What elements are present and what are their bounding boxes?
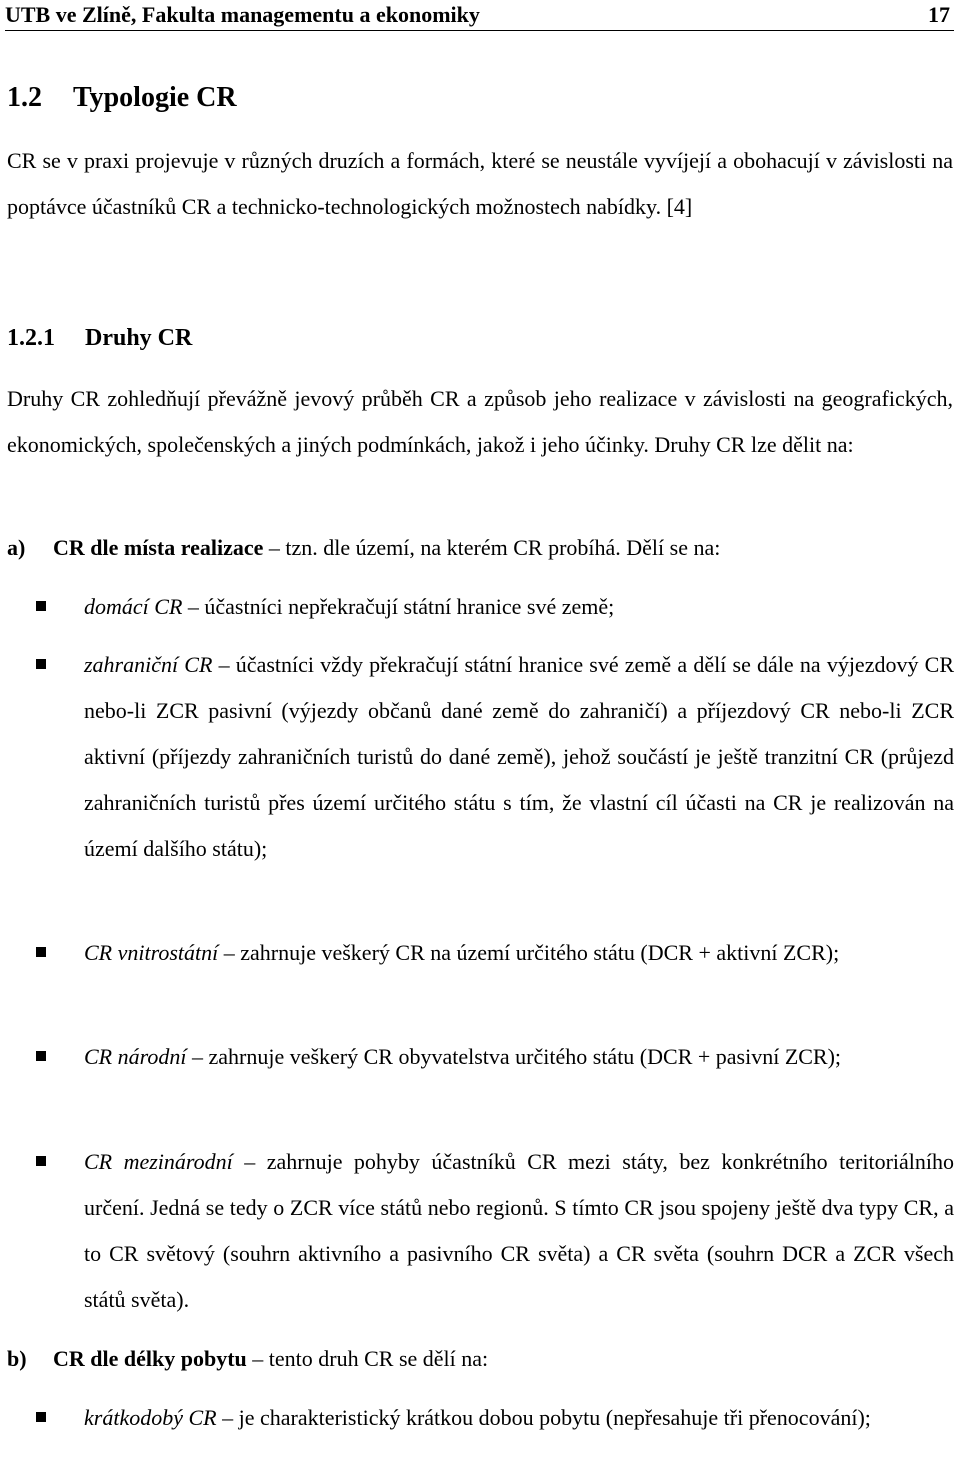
- subsection-number: 1.2.1: [7, 325, 55, 351]
- section-title: Typologie CR: [73, 82, 237, 113]
- header-title: UTB ve Zlíně, Fakulta managementu a ekonomiky: [5, 2, 480, 27]
- list-a-topic: CR dle místa realizace: [53, 535, 264, 560]
- item-text: – účastníci vždy překračují státní hranice své země a dělí se dále na výjezdový CR nebo-li ZCR pasivní (výjezdy občanů dané země do zahraničí) a příjezdový CR nebo-li ZCR aktivní (příjezdy zahraničních turistů do dané země), jehož součástí je ještě tranzitní CR (průjezd zahraničních turistů přes území určitého státu s tím, že vlastní cíl účasti na CR je realizován na území dalšího státu);: [84, 652, 954, 861]
- list-b-topic: CR dle délky pobytu: [53, 1346, 247, 1371]
- section-number: 1.2: [7, 82, 42, 113]
- bullet-icon: [36, 659, 46, 669]
- item-term: krátkodobý CR: [84, 1405, 217, 1430]
- section-paragraph: CR se v praxi projevuje v různých druzích a formách, které se neustále vyvíjejí a obohacují v závislosti na poptávce účastníků CR a technicko-technologických možnostech nabídky. [4]: [7, 148, 953, 219]
- bullet-icon: [36, 1051, 46, 1061]
- subsection-paragraph: Druhy CR zohledňují převážně jevový průběh CR a způsob jeho realizace v závislosti na geografických, ekonomických, společenských a jiných podmínkách, jakož i jeho účinky. Druhy CR lze dělit na:: [7, 386, 953, 457]
- bullet-icon: [36, 1412, 46, 1422]
- subsection-heading: [7, 325, 192, 352]
- list-a-text: – tzn. dle území, na kterém CR probíhá. Dělí se na:: [263, 535, 721, 560]
- item-term: CR národní: [84, 1044, 187, 1069]
- list-item: [84, 1395, 954, 1441]
- item-term: domácí CR: [84, 594, 183, 619]
- running-header: [5, 0, 954, 31]
- item-term: CR vnitrostátní: [84, 940, 219, 965]
- item-term: zahraniční CR: [84, 652, 213, 677]
- list-b-label: b): [7, 1346, 27, 1371]
- list-item: [84, 642, 954, 872]
- subsection-title: Druhy CR: [85, 325, 193, 351]
- item-text: – zahrnuje veškerý CR na území určitého státu (DCR + aktivní ZCR);: [218, 940, 840, 965]
- bullet-icon: [36, 947, 46, 957]
- section-heading: [7, 82, 237, 114]
- bullet-icon: [36, 601, 46, 611]
- item-text: – zahrnuje veškerý CR obyvatelstva určitého státu (DCR + pasivní ZCR);: [186, 1044, 842, 1069]
- list-item: [84, 584, 954, 630]
- list-a-heading: [7, 525, 720, 571]
- list-b-text: – tento druh CR se dělí na:: [246, 1346, 489, 1371]
- list-b-heading: [7, 1336, 488, 1382]
- item-term: CR mezinárodní: [84, 1149, 233, 1174]
- list-a-label: a): [7, 535, 26, 560]
- list-item: [84, 1034, 954, 1080]
- list-item: [84, 1139, 954, 1323]
- item-text: – je charakteristický krátkou dobou pobytu (nepřesahuje tři přenocování);: [216, 1405, 871, 1430]
- bullet-icon: [36, 1156, 46, 1166]
- item-text: – účastníci nepřekračují státní hranice své země;: [182, 594, 615, 619]
- list-item: [84, 930, 954, 976]
- item-text: – zahrnuje pohyby účastníků CR mezi státy, bez konkrétního teritoriálního určení. Jedná se tedy o ZCR více států nebo regionů. S tímto CR jsou spojeny ještě dva typy CR, a to CR světový (souhrn aktivního a pasivního CR světa) a CR světa (souhrn DCR a ZCR všech států světa).: [84, 1149, 954, 1312]
- page-number: 17: [928, 2, 950, 27]
